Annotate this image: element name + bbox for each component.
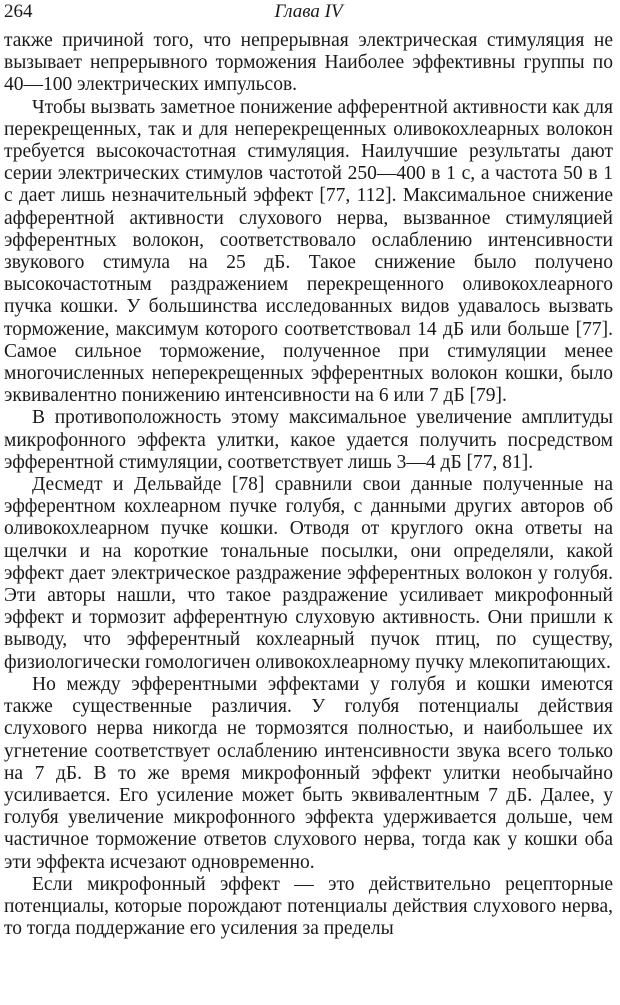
paragraph: Если микрофонный эффект — это действительно рецепторные потенциалы, которые порождают потенциалы действия слухового нерва, то тогда поддержание его усиления за пределы <box>4 873 613 940</box>
running-title: Глава IV <box>274 1 343 22</box>
page-number: 264 <box>4 1 33 22</box>
body-text <box>4 30 613 940</box>
paragraph: Но между эфферентными эффектами у голубя и кошки имеются также существенные различия. У голубя потенциалы действия слухового нерва никогда не тормозятся полностью, и наибольшее их угнетение соответствует ослаблению интенсивности звука всего только на 7 дБ. В то же время микрофонный эффект улитки необычайно усиливается. Его усиление может быть эквивалентным 7 дБ. Далее, у голубя увеличение микрофонного эффекта удерживается дольше, чем частичное торможение ответов слухового нерва, тогда как у кошки оба эти эффекта исчезают одновременно. <box>4 673 613 873</box>
page-header <box>4 0 613 30</box>
paragraph-continued: также причиной того, что непрерывная электрическая стимуляция не вызывает непрерывного торможения Наиболее эффективны группы по 40—100 электрических импульсов. <box>4 30 613 96</box>
paragraph: Десмедт и Дельвайде [78] сравнили свои данные полученные на эфферентном кохлеарном пучке голубя, с данными других авторов об оливокохлеарном пучке кошки. Отводя от круглого окна ответы на щелчки и на короткие тональные посылки, они определяли, какой эффект дает электрическое раздражение эфферентных волокон у голубя. Эти авторы нашли, что такое раздражение усиливает микрофонный эффект и тормозит афферентную слуховую активность. Они пришли к выводу, что эфферентный кохлеарный пучок птиц, по существу, физиологически гомологичен оливокохлеарному пучку млекопитающих. <box>4 474 613 673</box>
paragraph: Чтобы вызвать заметное понижение афферентной активности как для перекрещенных, так и для неперекрещенных оливокохлеарных волокон требуется высокочастотная стимуляция. Наилучшие результаты дают серии электрических стимулов частотой 250—400 в 1 с, а частота 50 в 1 с дает лишь незначительный эффект [77, 112]. Максимальное снижение афферентной активности слухового нерва, вызванное стимуляцией эфферентных волокон, соответствовало ослаблению интенсивности звукового стимула на 25 дБ. Такое снижение было получено высокочастотным раздражением перекрещенного оливокохлеарного пучка кошки. У большинства исследованных видов удавалось вызвать торможение, максимум которого соответствовал 14 дБ или больше [77]. Самое сильное торможение, полученное при стимуляции менее многочисленных неперекрещенных эфферентных волокон кошки, было эквивалентно понижению интенсивности на 6 или 7 дБ [79]. <box>4 96 613 407</box>
paragraph: В противоположность этому максимальное увеличение амплитуды микрофонного эффекта улитки, какое удается получить посредством эфферентной стимуляции, соответствует лишь 3—4 дБ [77, 81]. <box>4 407 613 473</box>
